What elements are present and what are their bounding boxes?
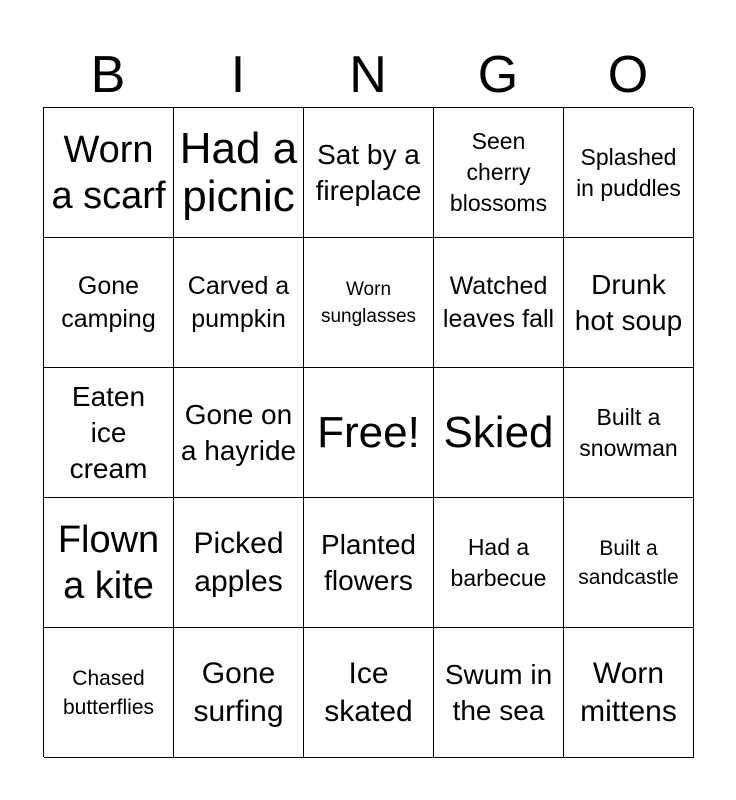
cell-label: Worn a scarf <box>51 128 166 217</box>
free-space-label: Free! <box>317 407 420 457</box>
header-letter-n: N <box>349 46 387 104</box>
bingo-cell[interactable] <box>434 498 564 628</box>
cell-label: Swum in the sea <box>444 658 553 726</box>
bingo-grid <box>43 107 693 757</box>
cell-label: Worn sunglasses <box>320 278 417 327</box>
cell-label: Sat by a fireplace <box>315 138 422 206</box>
bingo-cell[interactable] <box>44 498 174 628</box>
bingo-cell[interactable] <box>44 108 174 238</box>
cell-label: Built a sandcastle <box>578 536 679 589</box>
cell-label: Skied <box>443 407 554 457</box>
cell-label: Gone surfing <box>193 656 284 728</box>
header-letter-g: G <box>477 46 519 104</box>
bingo-cell[interactable] <box>564 628 694 758</box>
bingo-cell[interactable] <box>564 238 694 368</box>
bingo-cell[interactable] <box>564 368 694 498</box>
cell-label: Picked apples <box>193 526 284 598</box>
cell-label: Built a snowman <box>579 403 678 461</box>
cell-label: Had a barbecue <box>450 533 547 591</box>
free-space-cell[interactable] <box>304 368 434 498</box>
bingo-cell[interactable] <box>564 108 694 238</box>
bingo-cell[interactable] <box>304 238 434 368</box>
bingo-cell[interactable] <box>174 628 304 758</box>
bingo-cell[interactable] <box>44 368 174 498</box>
bingo-cell[interactable] <box>434 108 564 238</box>
cell-label: Eaten ice cream <box>69 380 148 484</box>
cell-label: Watched leaves fall <box>442 271 555 333</box>
bingo-cell[interactable] <box>304 108 434 238</box>
cell-label: Flown a kite <box>57 518 160 607</box>
header-letter-o: O <box>607 46 649 104</box>
cell-label: Chased butterflies <box>62 666 155 719</box>
bingo-cell[interactable] <box>434 238 564 368</box>
bingo-cell[interactable] <box>174 238 304 368</box>
header-letter-i: I <box>230 46 246 104</box>
bingo-header <box>43 42 693 108</box>
cell-label: Carved a pumpkin <box>187 271 290 333</box>
cell-label: Gone camping <box>61 271 156 333</box>
bingo-cell[interactable] <box>434 628 564 758</box>
bingo-cell[interactable] <box>44 238 174 368</box>
cell-label: Splashed in puddles <box>576 143 681 201</box>
cell-label: Planted flowers <box>321 528 416 596</box>
cell-label: Seen cherry blossoms <box>449 128 548 216</box>
bingo-cell[interactable] <box>304 498 434 628</box>
cell-label: Had a picnic <box>179 123 298 221</box>
bingo-cell[interactable] <box>564 498 694 628</box>
bingo-cell[interactable] <box>304 628 434 758</box>
bingo-cell[interactable] <box>174 368 304 498</box>
bingo-cell[interactable] <box>174 498 304 628</box>
cell-label: Ice skated <box>324 656 413 728</box>
header-letter-b: B <box>90 46 126 104</box>
bingo-cell[interactable] <box>174 108 304 238</box>
cell-label: Drunk hot soup <box>574 268 683 336</box>
cell-label: Worn mittens <box>580 656 677 728</box>
bingo-cell[interactable] <box>44 628 174 758</box>
cell-label: Gone on a hayride <box>180 398 297 466</box>
bingo-cell[interactable] <box>434 368 564 498</box>
